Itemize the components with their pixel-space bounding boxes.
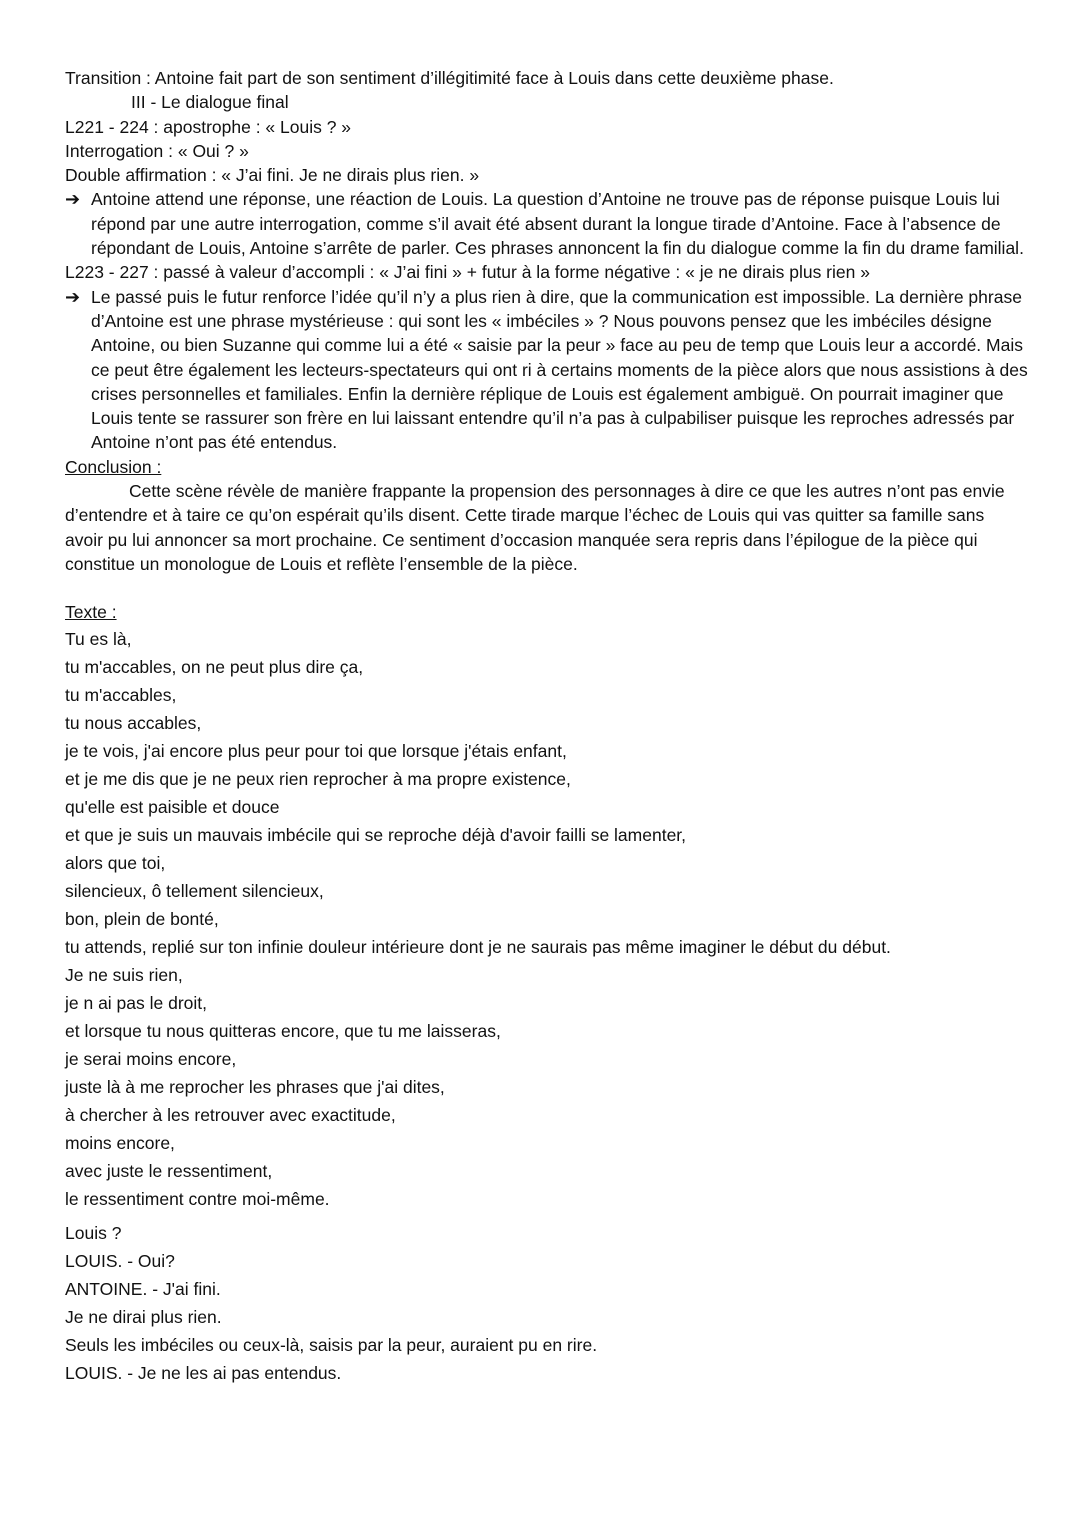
arrow-icon: ➔ [65,286,81,307]
note-tenses: L223 - 227 : passé à valeur d’accompli : « J’ai fini » + futur à la forme négative : « je ne dirais plus rien » [65,262,870,283]
transition-line: Transition : Antoine fait part de son sentiment d’illégitimité face à Louis dans cette deuxième phase. [65,68,834,88]
poem-line: Je ne suis rien, [65,964,183,985]
arrow-icon: ➔ [65,189,81,210]
dialogue-line: LOUIS. - Oui? [65,1250,175,1271]
dialogue-line: Seuls les imbéciles ou ceux-là, saisis par la peur, auraient pu en rire. [65,1334,598,1355]
dialogue-line: LOUIS. - Je ne les ai pas entendus. [65,1362,342,1383]
section-title: III - Le dialogue final [131,92,289,113]
poem-line: je serai moins encore, [65,1048,237,1069]
poem-line: juste là à me reprocher les phrases que j'ai dites, [65,1076,445,1097]
texte-heading: Texte : [65,602,117,623]
texte-dialogue [65,1219,1025,1387]
document-page [65,66,1028,1387]
poem-line: qu'elle est paisible et douce [65,796,280,817]
note-apostrophe: L221 - 224 : apostrophe : « Louis ? » [65,116,352,137]
poem-line: je te vois, j'ai encore plus peur pour toi que lorsque j'étais enfant, [65,740,567,761]
poem-line: le ressentiment contre moi-même. [65,1188,330,1209]
poem-line: Tu es là, [65,628,132,649]
arrow-paragraph-1-text: Antoine attend une réponse, une réaction de Louis. La question d’Antoine ne trouve pas de réponse puisque Louis lui répond par une autre interrogation, comme s’il avait été absent durant la longue tirade d’Antoine. Face à l’absence de répondant de Louis, Antoine s’arrête de parler. Ces phrases annoncent la fin du dialogue comme la fin du drame familial. [91,189,1024,259]
note-double-affirmation: Double affirmation : « J’ai fini. Je ne dirais plus rien. » [65,165,480,186]
poem-line: alors que toi, [65,852,166,873]
poem-line: tu nous accables, [65,712,202,733]
poem-line: bon, plein de bonté, [65,908,219,929]
dialogue-line: Louis ? [65,1222,122,1243]
poem-line: et que je suis un mauvais imbécile qui se reproche déjà d'avoir failli se lamenter, [65,824,687,845]
arrow-paragraph-2 [65,285,1028,455]
poem-line: et je me dis que je ne peux rien reprocher à ma propre existence, [65,768,571,789]
poem-line: avec juste le ressentiment, [65,1160,273,1181]
poem-line: et lorsque tu nous quitteras encore, que tu me laisseras, [65,1020,501,1041]
conclusion-heading: Conclusion : [65,456,162,477]
arrow-paragraph-1 [65,187,1025,260]
arrow-paragraph-2-text: Le passé puis le futur renforce l’idée qu’il n’y a plus rien à dire, que la communication est impossible. La dernière phrase d’Antoine est une phrase mystérieuse : qui sont les « imbéciles » ? Nous pouvons pensez que les imbéciles désigne Antoine, ou bien Suzanne qui comme lui a été « saisie par la peur » face au peu de temp que Louis leur a accordé. Mais ce peut être également les lecteurs-spectateurs qui ont ri à certains moments de la pièce alors que nous assistions à des crises personnelles et familiales. Enfin la dernière réplique de Louis est également ambiguë. On pourrait imaginer que Louis tente se rassurer son frère en lui laissant entendre qu’il n’a pas à culpabiliser puisque les reproches adressés par Antoine n’ont pas été entendus. [91,286,1028,453]
poem-line: moins encore, [65,1132,175,1153]
poem-line: tu attends, replié sur ton infinie douleur intérieure dont je ne saurais pas même imaginer le début du début. [65,936,891,957]
poem-line: tu m'accables, [65,684,177,705]
dialogue-line: Je ne dirai plus rien. [65,1306,222,1327]
texte-poem [65,625,1025,1213]
conclusion-text: Cette scène révèle de manière frappante la propension des personnages à dire ce que les autres n’ont pas envie d’entendre et à taire ce qu’on espérait qu’ils disent. Cette tirade marque l’échec de Louis qui vas quitter sa famille sans avoir pu lui annoncer sa mort prochaine. Ce sentiment d’occasion manquée sera repris dans l’épilogue de la pièce qui constitue un monologue de Louis et reflète l’ensemble de la pièce. [65,481,1005,574]
poem-line: je n ai pas le droit, [65,992,208,1013]
poem-line: à chercher à les retrouver avec exactitude, [65,1104,396,1125]
poem-line: tu m'accables, on ne peut plus dire ça, [65,656,364,677]
dialogue-line: ANTOINE. - J'ai fini. [65,1278,221,1299]
note-interrogation: Interrogation : « Oui ? » [65,140,249,161]
poem-line: silencieux, ô tellement silencieux, [65,880,324,901]
